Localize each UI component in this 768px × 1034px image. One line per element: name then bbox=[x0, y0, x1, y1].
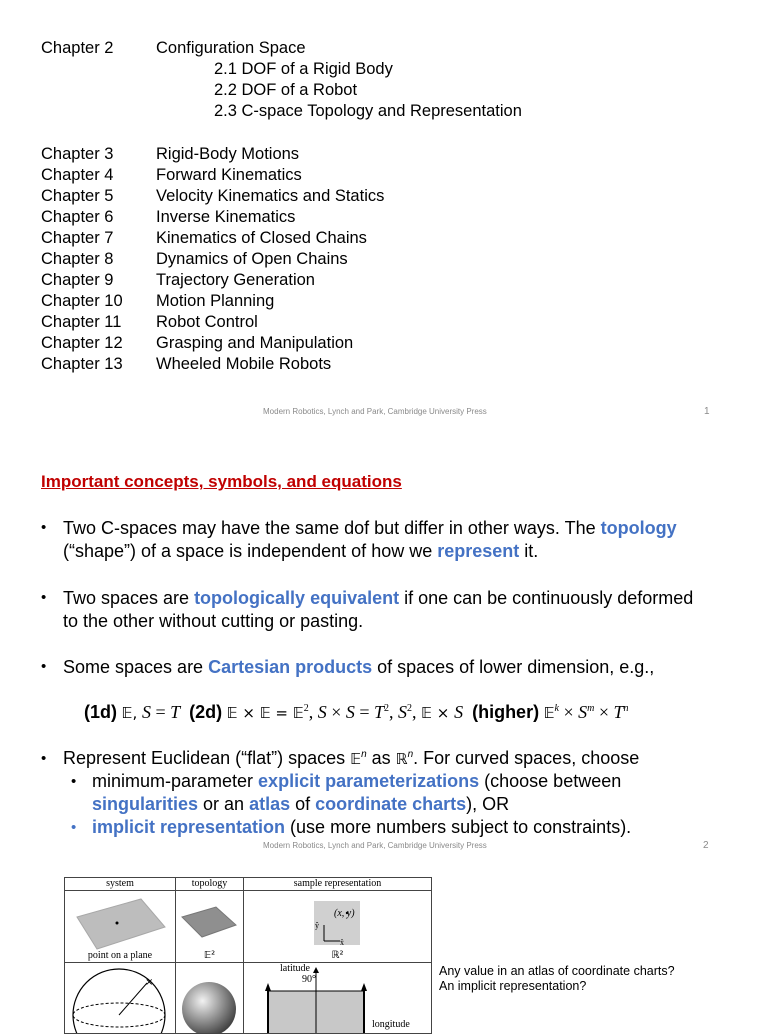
concepts-heading: Important concepts, symbols, and equations bbox=[41, 472, 402, 491]
table-header-row bbox=[65, 878, 432, 891]
math-n: n bbox=[623, 703, 629, 714]
bullet-text: ), OR bbox=[466, 794, 510, 814]
chapter-row bbox=[41, 228, 384, 249]
math-sup bbox=[624, 703, 629, 714]
math-times: × bbox=[594, 702, 614, 722]
chapter-label: Chapter 12 bbox=[41, 334, 123, 352]
bullet-text: Two spaces are bbox=[63, 588, 195, 608]
bullet-text: of spaces of lower dimension, e.g., bbox=[372, 657, 655, 677]
math-n: n bbox=[407, 749, 414, 760]
chapter-row bbox=[41, 165, 384, 186]
product-spaces-equation bbox=[84, 702, 629, 723]
math-s: S bbox=[345, 702, 355, 722]
bullet-dot: • bbox=[41, 519, 47, 536]
slide1-page-number: 1 bbox=[704, 406, 710, 417]
math-s: S bbox=[454, 702, 464, 722]
slide1-footer: Modern Robotics, Lynch and Park, Cambridge University Press bbox=[263, 407, 487, 416]
chapter-title: Grasping and Manipulation bbox=[156, 334, 354, 352]
section-2-2: 2.2 DOF of a Robot bbox=[214, 81, 358, 99]
bullet-text: Some spaces are bbox=[63, 657, 209, 677]
bullet-text: . For curved spaces, choose bbox=[413, 748, 640, 768]
chapter-label: Chapter 6 bbox=[41, 208, 114, 226]
math-sep: , bbox=[389, 702, 399, 722]
keyword-cartesian-products: Cartesian products bbox=[208, 657, 373, 677]
chapter-label: Chapter 8 bbox=[41, 250, 114, 268]
chapter-row bbox=[41, 144, 384, 165]
sphere-shaded-illustration bbox=[176, 963, 243, 1033]
table-row bbox=[65, 891, 432, 963]
bullet-text: or an bbox=[198, 794, 250, 814]
bullet-cartesian-products bbox=[63, 656, 654, 679]
chapter-label: Chapter 3 bbox=[41, 145, 114, 163]
latitude-label: latitude bbox=[280, 963, 310, 974]
cell-representation-sphere bbox=[244, 963, 432, 1034]
representation-label: ℝ² bbox=[331, 950, 344, 961]
longitude-label: longitude bbox=[372, 1019, 410, 1030]
math-eq: = bbox=[150, 702, 171, 722]
chapter-row bbox=[41, 186, 384, 207]
math-m: m bbox=[587, 703, 595, 714]
chapter-title: Motion Planning bbox=[156, 292, 275, 310]
math-e: 𝔼 bbox=[350, 750, 362, 768]
math-e-k: 𝔼 bbox=[543, 704, 555, 722]
keyword-singularities: singularities bbox=[92, 794, 199, 814]
math-sup: 2 bbox=[303, 703, 309, 714]
chapter-row bbox=[41, 270, 384, 291]
bullet-topological-equivalence bbox=[63, 587, 693, 633]
topology-plane-illustration bbox=[176, 899, 243, 949]
math-sup: 2 bbox=[384, 703, 390, 714]
sphere-wireframe-illustration bbox=[65, 963, 175, 1033]
chapter-label: Chapter 11 bbox=[41, 313, 122, 331]
chapter-label: Chapter 9 bbox=[41, 271, 114, 289]
bullet-line: to the other without cutting or pasting. bbox=[63, 611, 364, 631]
chapter-label: Chapter 7 bbox=[41, 229, 114, 247]
math-s: S bbox=[578, 702, 588, 722]
math-sep: , bbox=[308, 702, 318, 722]
topology-table bbox=[64, 877, 432, 1034]
atlas-question: Any value in an atlas of coordinate charts? bbox=[439, 964, 675, 978]
chapter-row bbox=[41, 207, 384, 228]
header-topology: topology bbox=[176, 878, 244, 891]
keyword-implicit-representation: implicit representation bbox=[92, 817, 286, 837]
chapter-row bbox=[41, 312, 384, 333]
math-n: n bbox=[361, 749, 367, 760]
cell-system-plane bbox=[65, 891, 176, 963]
chapter-row bbox=[41, 333, 384, 354]
bullet-dot: • bbox=[41, 658, 47, 675]
bullet-text: (“shape”) of a space is independent of how we bbox=[63, 541, 438, 561]
label-1d: (1d) bbox=[84, 702, 117, 722]
coordinate-axes-illustration bbox=[244, 891, 431, 951]
table-row bbox=[65, 963, 432, 1034]
bullet-line bbox=[92, 793, 621, 816]
bullet-text: Represent Euclidean (“flat”) spaces bbox=[63, 748, 351, 768]
keyword-represent: represent bbox=[437, 541, 520, 561]
chapter-2-label: Chapter 2 bbox=[41, 39, 114, 57]
sub-bullet-dot: • bbox=[71, 773, 77, 790]
sub-bullet-implicit bbox=[92, 816, 631, 839]
chapter-row bbox=[41, 291, 384, 312]
chapter-title: Rigid-Body Motions bbox=[156, 145, 300, 163]
keyword-coordinate-charts: coordinate charts bbox=[315, 794, 467, 814]
bullet-text: if one can be continuously deformed bbox=[399, 588, 694, 608]
chapter-title: Dynamics of Open Chains bbox=[156, 250, 348, 268]
cell-topology-plane bbox=[176, 891, 244, 963]
bullet-dot: • bbox=[41, 750, 47, 767]
chapter-title: Kinematics of Closed Chains bbox=[156, 229, 367, 247]
math-sup: 2 bbox=[407, 703, 413, 714]
chapter-title: Inverse Kinematics bbox=[156, 208, 296, 226]
cell-representation-plane bbox=[244, 891, 432, 963]
chapter-label: Chapter 5 bbox=[41, 187, 114, 205]
math-s: S bbox=[141, 702, 151, 722]
chapter-title: Robot Control bbox=[156, 313, 258, 331]
bullet-text: of bbox=[290, 794, 316, 814]
cell-system-sphere bbox=[65, 963, 176, 1034]
section-2-3: 2.3 C-space Topology and Representation bbox=[214, 102, 522, 120]
math-r: ℝ bbox=[395, 750, 408, 768]
bullet-text: (choose between bbox=[479, 771, 622, 791]
section-2-1: 2.1 DOF of a Rigid Body bbox=[214, 60, 393, 78]
slide2-page-number: 2 bbox=[703, 840, 709, 851]
header-system: system bbox=[65, 878, 176, 891]
math-s: S bbox=[398, 702, 408, 722]
slide2-footer: Modern Robotics, Lynch and Park, Cambridge University Press bbox=[263, 841, 487, 850]
chapter-label: Chapter 10 bbox=[41, 292, 123, 310]
x-axis-label: x̂ bbox=[340, 938, 344, 947]
topology-label: 𝔼² bbox=[203, 950, 216, 961]
math-sep: , bbox=[412, 702, 422, 722]
label-2d: (2d) bbox=[189, 702, 223, 722]
keyword-topology: topology bbox=[600, 518, 677, 538]
coordinate-label: (x, y) bbox=[334, 908, 355, 919]
svg-text:×: × bbox=[145, 977, 154, 988]
bullet-text: (use more numbers subject to constraints). bbox=[285, 817, 632, 837]
math-times: × bbox=[326, 702, 346, 722]
header-representation: sample representation bbox=[244, 878, 432, 891]
chapter-row bbox=[41, 354, 384, 375]
bullet-line bbox=[63, 540, 677, 563]
bullet-dot: • bbox=[41, 589, 47, 606]
math-s: S bbox=[317, 702, 327, 722]
bullet-text: minimum-parameter bbox=[92, 771, 259, 791]
sub-bullet-explicit bbox=[92, 770, 621, 816]
bullet-text: Two C-spaces may have the same dof but differ in other ways. The bbox=[63, 518, 601, 538]
chapter-title: Wheeled Mobile Robots bbox=[156, 355, 332, 373]
label-higher: (higher) bbox=[472, 702, 540, 722]
bullet-line bbox=[63, 517, 677, 540]
math-e-1d: 𝔼, bbox=[121, 704, 142, 722]
chapter-row bbox=[41, 249, 384, 270]
cell-topology-sphere bbox=[176, 963, 244, 1034]
plane-illustration bbox=[65, 893, 175, 951]
y-axis-label: ŷ bbox=[315, 921, 319, 930]
keyword-topologically-equivalent: topologically equivalent bbox=[194, 588, 400, 608]
keyword-atlas: atlas bbox=[249, 794, 291, 814]
math-t: T bbox=[374, 702, 385, 722]
sub-bullet-dot: • bbox=[71, 819, 77, 836]
bullet-topology bbox=[63, 517, 677, 563]
chapter-title: Velocity Kinematics and Statics bbox=[156, 187, 385, 205]
math-e-times-e: 𝔼 × 𝔼 = 𝔼 bbox=[226, 704, 304, 722]
math-e-times: 𝔼 × bbox=[421, 704, 455, 722]
math-k: k bbox=[554, 703, 559, 714]
system-label: point on a plane bbox=[87, 950, 153, 961]
latitude-value: 90° bbox=[302, 974, 316, 985]
chapter-2-title: Configuration Space bbox=[156, 39, 306, 57]
bullet-represent-euclidean bbox=[63, 747, 639, 771]
math-times: × bbox=[558, 702, 579, 722]
math-eq: = bbox=[354, 702, 375, 722]
chapter-label: Chapter 13 bbox=[41, 355, 123, 373]
chapter-list bbox=[41, 144, 384, 375]
bullet-text: it. bbox=[519, 541, 539, 561]
bullet-line bbox=[92, 770, 621, 793]
chapter-title: Trajectory Generation bbox=[156, 271, 315, 289]
math-t: T bbox=[170, 702, 181, 722]
keyword-explicit-parameterizations: explicit parameterizations bbox=[258, 771, 480, 791]
implicit-question: An implicit representation? bbox=[439, 979, 587, 993]
chapter-label: Chapter 4 bbox=[41, 166, 114, 184]
chapter-title: Forward Kinematics bbox=[156, 166, 302, 184]
bullet-text: as bbox=[366, 748, 396, 768]
bullet-line bbox=[63, 587, 693, 610]
math-t: T bbox=[613, 702, 624, 722]
